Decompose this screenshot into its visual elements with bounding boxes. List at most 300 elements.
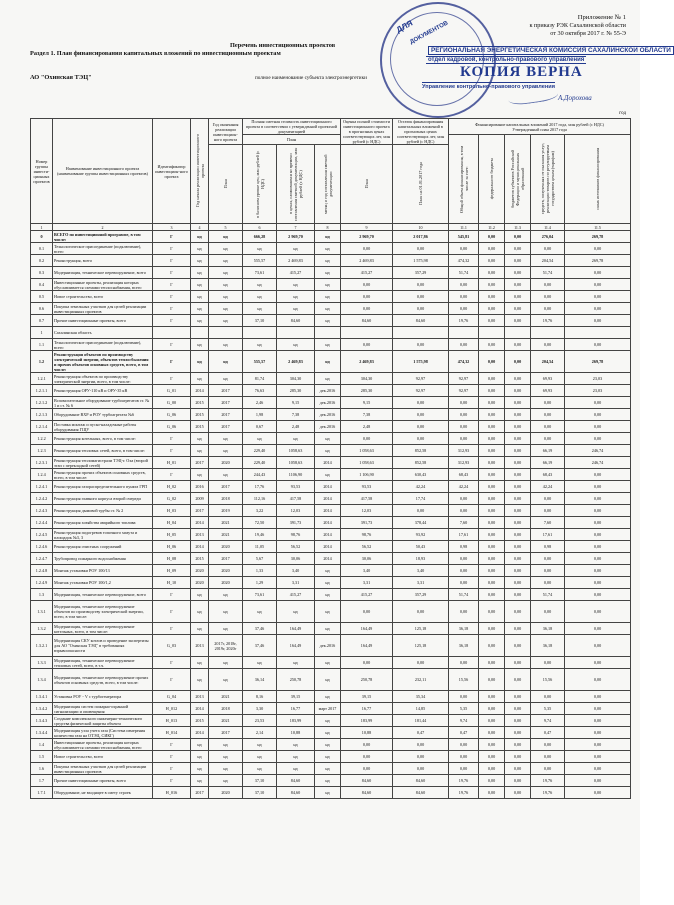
- row-tariff-funds: 0,00: [531, 553, 565, 565]
- row-remaining: 0,47: [393, 727, 449, 739]
- row-tariff-funds: 66,19: [531, 445, 565, 457]
- row-regional-budget: 0,00: [505, 601, 531, 623]
- row-base-cost: нд: [243, 657, 277, 669]
- table-row: [31, 339, 631, 351]
- row-end-year: 2020: [209, 577, 243, 589]
- row-remaining: 42,24: [393, 481, 449, 493]
- row-identifier: H_09: [153, 565, 191, 577]
- row-estimate-cost: 7,38: [277, 409, 315, 421]
- row-base-cost: нд: [243, 601, 277, 623]
- row-identifier: H_013: [153, 715, 191, 727]
- row-tariff-funds: 68,43: [531, 469, 565, 481]
- row-forecast-cost: 84,60: [341, 787, 393, 799]
- row-forecast-cost: 2 469,83: [341, 351, 393, 373]
- row-regional-budget: 0,00: [505, 421, 531, 433]
- table-row: [31, 457, 631, 469]
- row-total-financing: 0,47: [449, 727, 479, 739]
- row-estimate-date: нд: [315, 657, 341, 669]
- row-estimate-date: дек.2016: [315, 385, 341, 397]
- row-start-year: нд: [191, 279, 209, 291]
- row-remaining: 125,18: [393, 635, 449, 657]
- row-base-cost: 37,10: [243, 775, 277, 787]
- row-federal-budget: 0,00: [479, 635, 505, 657]
- row-regional-budget: 0,00: [505, 751, 531, 763]
- row-forecast-cost: 7,38: [341, 409, 393, 421]
- row-forecast-cost: 84,60: [341, 775, 393, 787]
- table-row: [31, 657, 631, 669]
- table-row: [31, 421, 631, 433]
- row-forecast-cost: 10,88: [341, 727, 393, 739]
- row-other-sources: 246,74: [565, 445, 631, 457]
- row-forecast-cost: 304,30: [341, 373, 393, 385]
- table-row: [31, 303, 631, 315]
- row-other-sources: 0,00: [565, 657, 631, 669]
- row-total-financing: 0,00: [449, 565, 479, 577]
- row-total-financing: 312,93: [449, 445, 479, 457]
- row-estimate-cost: 417,58: [277, 493, 315, 505]
- row-tariff-funds: 0,00: [531, 601, 565, 623]
- row-tariff-funds: 19,76: [531, 315, 565, 327]
- row-estimate-date: 2014: [315, 493, 341, 505]
- row-remaining: 18,93: [393, 553, 449, 565]
- row-regional-budget: 0,00: [505, 715, 531, 727]
- row-end-year: нд: [209, 657, 243, 669]
- row-total-financing: 7,60: [449, 517, 479, 529]
- row-base-cost: 1,29: [243, 577, 277, 589]
- col-header-6c: месяц и год составления сметной документации: [315, 145, 341, 224]
- table-row: [31, 703, 631, 715]
- row-estimate-cost: 164,49: [277, 623, 315, 635]
- row-base-cost: 229,40: [243, 457, 277, 469]
- row-number: 1.2.4: [31, 469, 53, 481]
- row-tariff-funds: 15,56: [531, 669, 565, 691]
- row-end-year: 2021: [209, 529, 243, 541]
- row-regional-budget: 0,00: [505, 703, 531, 715]
- row-estimate-cost: 250,78: [277, 669, 315, 691]
- row-base-cost: 1,33: [243, 565, 277, 577]
- table-row: [31, 385, 631, 397]
- table-row: [31, 433, 631, 445]
- row-tariff-funds: 0,00: [531, 657, 565, 669]
- row-start-year: 2014: [191, 727, 209, 739]
- row-federal-budget: 0,00: [479, 553, 505, 565]
- row-total-financing: 0,00: [449, 291, 479, 303]
- column-number: 11.5: [565, 224, 631, 231]
- row-federal-budget: 0,00: [479, 541, 505, 553]
- col-header-10-sub: План на 01.01.2017 года: [393, 145, 449, 224]
- row-tariff-funds: 0,00: [531, 421, 565, 433]
- row-name: Реконструкция подогревов топочного мазута и площадок №3, 3: [53, 529, 153, 541]
- row-forecast-cost: 415,27: [341, 589, 393, 601]
- row-other-sources: 0,00: [565, 601, 631, 623]
- row-end-year: нд: [209, 339, 243, 351]
- table-row: [31, 751, 631, 763]
- row-identifier: H_03: [153, 505, 191, 517]
- row-estimate-cost: нд: [277, 433, 315, 445]
- row-other-sources: 0,00: [565, 291, 631, 303]
- row-identifier: Г: [153, 243, 191, 255]
- row-other-sources: [565, 327, 631, 339]
- row-estimate-cost: 3,31: [277, 577, 315, 589]
- row-end-year: 2021: [209, 715, 243, 727]
- row-other-sources: 0,00: [565, 433, 631, 445]
- row-base-cost: 555,57: [243, 255, 277, 267]
- row-federal-budget: 0,00: [479, 751, 505, 763]
- table-row: [31, 231, 631, 243]
- row-identifier: H_05: [153, 529, 191, 541]
- row-forecast-cost: 12,03: [341, 505, 393, 517]
- row-total-financing: 0,00: [449, 397, 479, 409]
- row-base-cost: 2,46: [243, 397, 277, 409]
- row-remaining: 0,00: [393, 421, 449, 433]
- row-remaining: 0,00: [393, 433, 449, 445]
- row-total-financing: 0,00: [449, 421, 479, 433]
- row-total-financing: 0,00: [449, 303, 479, 315]
- table-row: [31, 243, 631, 255]
- row-total-financing: 0,00: [449, 657, 479, 669]
- row-base-cost: 666,28: [243, 231, 277, 243]
- row-remaining: 181,44: [393, 715, 449, 727]
- row-start-year: 2013: [191, 691, 209, 703]
- row-federal-budget: 0,00: [479, 623, 505, 635]
- row-identifier: H_016: [153, 787, 191, 799]
- row-end-year: 2019: [209, 505, 243, 517]
- row-start-year: 2014: [191, 541, 209, 553]
- row-identifier: Г: [153, 351, 191, 373]
- row-start-year: нд: [191, 589, 209, 601]
- row-forecast-cost: 0,00: [341, 601, 393, 623]
- row-base-cost: 8,16: [243, 691, 277, 703]
- table-row: [31, 529, 631, 541]
- row-number: 0.7: [31, 315, 53, 327]
- row-other-sources: 0,00: [565, 243, 631, 255]
- row-forecast-cost: 0,00: [341, 339, 393, 351]
- row-total-financing: 0,00: [449, 339, 479, 351]
- col-header-4: Год начала реализации инвестиционного проекта: [191, 119, 209, 224]
- organization-note: полное наименование субъекта электроэнергетики: [255, 75, 367, 81]
- table-row: [31, 727, 631, 739]
- row-other-sources: 0,00: [565, 409, 631, 421]
- row-forecast-cost: 3,31: [341, 577, 393, 589]
- row-start-year: нд: [191, 739, 209, 751]
- col-header-5-sub: План: [209, 145, 243, 224]
- row-name: Реконструкция очистных сооружений: [53, 541, 153, 553]
- row-end-year: нд: [209, 669, 243, 691]
- row-name: Модернизация, техническое перевооружение, всего: [53, 267, 153, 279]
- row-forecast-cost: 1 106,90: [341, 469, 393, 481]
- row-end-year: 2021: [209, 691, 243, 703]
- row-federal-budget: 0,00: [479, 291, 505, 303]
- row-remaining: 92,97: [393, 385, 449, 397]
- row-identifier: G_04: [153, 691, 191, 703]
- row-estimate-cost: 56,52: [277, 541, 315, 553]
- row-other-sources: 0,00: [565, 715, 631, 727]
- row-estimate-date: нд: [315, 589, 341, 601]
- row-tariff-funds: 0,00: [531, 577, 565, 589]
- row-remaining: 84,60: [393, 315, 449, 327]
- column-number: 4: [191, 224, 209, 231]
- row-name: Реконструкция прочих объектов основных средств, всего, в том числе:: [53, 469, 153, 481]
- row-base-cost: нд: [243, 291, 277, 303]
- row-regional-budget: 0,00: [505, 481, 531, 493]
- row-estimate-date: нд: [315, 623, 341, 635]
- table-row: [31, 517, 631, 529]
- row-remaining: 0,00: [393, 751, 449, 763]
- row-tariff-funds: 0,00: [531, 493, 565, 505]
- col-header-11-1: Общий объем финансирования, в том числе за счет:: [449, 135, 479, 224]
- row-total-financing: 0,00: [449, 601, 479, 623]
- row-base-cost: нд: [243, 739, 277, 751]
- row-identifier: Г: [153, 231, 191, 243]
- row-start-year: 2015: [191, 397, 209, 409]
- row-base-cost: 2,14: [243, 727, 277, 739]
- row-name: ВСЕГО по инвестиционной программе, в том числе:: [53, 231, 153, 243]
- row-name: Реконструкция главного корпуса второй очереди: [53, 493, 153, 505]
- row-other-sources: 0,00: [565, 763, 631, 775]
- row-forecast-cost: 164,49: [341, 623, 393, 635]
- row-forecast-cost: 0,00: [341, 279, 393, 291]
- row-total-financing: 0,00: [449, 691, 479, 703]
- row-number: 1.2.4.8: [31, 565, 53, 577]
- row-regional-budget: 0,00: [505, 267, 531, 279]
- row-number: 1.2.4.4: [31, 517, 53, 529]
- row-identifier: Г: [153, 589, 191, 601]
- row-total-financing: 0,00: [449, 553, 479, 565]
- row-remaining: 0,00: [393, 303, 449, 315]
- row-estimate-cost: 2 469,83: [277, 351, 315, 373]
- col-header-11-4: средств, полученных от оказания услуг, реализации товаров по регулируемым государством ценам (тарифам): [531, 135, 565, 224]
- row-other-sources: 0,00: [565, 339, 631, 351]
- row-other-sources: 0,00: [565, 751, 631, 763]
- row-base-cost: 3,22: [243, 505, 277, 517]
- row-total-financing: 68,43: [449, 469, 479, 481]
- row-regional-budget: 0,00: [505, 739, 531, 751]
- row-forecast-cost: 0,00: [341, 763, 393, 775]
- row-end-year: 2017: [209, 727, 243, 739]
- row-name: Инвестиционные проекты, реализация которых обуславливается схемами теплоснабжения, всего: [53, 739, 153, 751]
- row-base-cost: 37,46: [243, 623, 277, 635]
- row-tariff-funds: 69,93: [531, 385, 565, 397]
- row-base-cost: 0,67: [243, 421, 277, 433]
- col-header-6a: в базисном уровне цен, млн рублей (с НДС): [243, 145, 277, 224]
- column-number: 11.1: [449, 224, 479, 231]
- row-regional-budget: 0,00: [505, 589, 531, 601]
- row-estimate-date: дек.2016: [315, 409, 341, 421]
- row-other-sources: 0,00: [565, 303, 631, 315]
- row-estimate-cost: 39,15: [277, 691, 315, 703]
- row-forecast-cost: 93,53: [341, 481, 393, 493]
- row-base-cost: 37,10: [243, 787, 277, 799]
- row-total-financing: 0,00: [449, 409, 479, 421]
- row-number: 0: [31, 231, 53, 243]
- row-identifier: Г: [153, 267, 191, 279]
- row-base-cost: 76,63: [243, 385, 277, 397]
- row-estimate-date: нд: [315, 433, 341, 445]
- investment-table: [30, 118, 631, 799]
- table-row: [31, 469, 631, 481]
- row-forecast-cost: 0,00: [341, 303, 393, 315]
- row-name: Инвестиционные проекты, реализация которых обуславливается схемами теплоснабжения, всего: [53, 279, 153, 291]
- row-start-year: нд: [191, 373, 209, 385]
- row-number: 1.2.1.2: [31, 397, 53, 409]
- row-federal-budget: 0,00: [479, 397, 505, 409]
- row-tariff-funds: 204,54: [531, 255, 565, 267]
- row-name: Реконструкция хозяйства аварийного топлива: [53, 517, 153, 529]
- row-estimate-date: нд: [315, 291, 341, 303]
- row-end-year: нд: [209, 291, 243, 303]
- row-tariff-funds: 0,00: [531, 505, 565, 517]
- col-header-6b: в ценах, сложившихся ко времени составления сметной документации, млн рублей (с НДС): [277, 145, 315, 224]
- row-forecast-cost: 1 058,63: [341, 457, 393, 469]
- row-base-cost: [243, 327, 277, 339]
- row-end-year: нд: [209, 315, 243, 327]
- row-estimate-date: нд: [315, 669, 341, 691]
- row-end-year: 2020: [209, 457, 243, 469]
- row-total-financing: [449, 327, 479, 339]
- row-name: Реконструкция дымовой трубы ст. № 2: [53, 505, 153, 517]
- row-federal-budget: 0,00: [479, 669, 505, 691]
- row-federal-budget: 0,00: [479, 279, 505, 291]
- row-other-sources: 0,00: [565, 565, 631, 577]
- row-federal-budget: 0,00: [479, 315, 505, 327]
- row-remaining: 0,00: [393, 739, 449, 751]
- row-regional-budget: 0,00: [505, 529, 531, 541]
- row-total-financing: 0,00: [449, 751, 479, 763]
- row-end-year: 2020: [209, 541, 243, 553]
- row-end-year: 2017г, 2018г, 2019г, 2020г: [209, 635, 243, 657]
- row-estimate-date: [315, 327, 341, 339]
- row-regional-budget: 0,00: [505, 315, 531, 327]
- row-remaining: 3,40: [393, 565, 449, 577]
- table-row: [31, 351, 631, 373]
- row-name: Модернизация, техническое перевооружение объектов по производству электрической энергии, всего, в том числе:: [53, 601, 153, 623]
- row-tariff-funds: 0,00: [531, 243, 565, 255]
- row-name: Создание комплексного инженерно-технического средства физической защиты объекта: [53, 715, 153, 727]
- row-name: Модернизация, техническое перевооружение котельных, всего, в том числе:: [53, 623, 153, 635]
- row-remaining: 14,85: [393, 703, 449, 715]
- row-tariff-funds: 0,00: [531, 409, 565, 421]
- row-end-year: нд: [209, 373, 243, 385]
- row-forecast-cost: 9,15: [341, 397, 393, 409]
- row-start-year: нд: [191, 469, 209, 481]
- row-end-year: нд: [209, 433, 243, 445]
- row-identifier: H_012: [153, 703, 191, 715]
- row-total-financing: 15,56: [449, 669, 479, 691]
- row-federal-budget: 0,00: [479, 445, 505, 457]
- column-number-row: [31, 224, 631, 231]
- row-start-year: 2015: [191, 421, 209, 433]
- row-total-financing: 0,00: [449, 243, 479, 255]
- row-identifier: Г: [153, 669, 191, 691]
- row-remaining: 852,58: [393, 445, 449, 457]
- table-row: [31, 541, 631, 553]
- row-estimate-date: март 2017: [315, 703, 341, 715]
- row-forecast-cost: 16,77: [341, 703, 393, 715]
- row-federal-budget: 0,00: [479, 243, 505, 255]
- row-other-sources: 0,00: [565, 787, 631, 799]
- row-estimate-date: нд: [315, 243, 341, 255]
- row-remaining: 3,31: [393, 577, 449, 589]
- row-end-year: нд: [209, 739, 243, 751]
- row-estimate-cost: 415,27: [277, 267, 315, 279]
- row-identifier: H_06: [153, 541, 191, 553]
- appendix-date: от 30 октября 2017 г. № 55-Э: [550, 30, 626, 37]
- row-estimate-date: 2014: [315, 517, 341, 529]
- row-total-financing: 36,18: [449, 623, 479, 635]
- table-row: [31, 505, 631, 517]
- row-forecast-cost: 0,00: [341, 291, 393, 303]
- row-total-financing: 92,97: [449, 385, 479, 397]
- row-federal-budget: 0,00: [479, 763, 505, 775]
- row-start-year: 2009: [191, 493, 209, 505]
- row-base-cost: 1,98: [243, 409, 277, 421]
- row-forecast-cost: 56,52: [341, 541, 393, 553]
- column-number: 8: [315, 224, 341, 231]
- row-name: Реконструкция объектов по производству электрической энергии, объектов теплосбыжения и прочих объектов основных средств, всего, в том числе:: [53, 351, 153, 373]
- row-total-financing: 51,74: [449, 589, 479, 601]
- row-tariff-funds: 19,76: [531, 775, 565, 787]
- row-end-year: 2021: [209, 517, 243, 529]
- row-estimate-cost: нд: [277, 601, 315, 623]
- row-remaining: 0,00: [393, 763, 449, 775]
- row-name: Поставка монтаж и пуско-наладочные работы оборудования ГЩУ: [53, 421, 153, 433]
- col-header-9-sub: План: [341, 145, 393, 224]
- row-forecast-cost: 98,76: [341, 529, 393, 541]
- row-other-sources: 0,00: [565, 315, 631, 327]
- row-remaining: 630,43: [393, 469, 449, 481]
- row-regional-budget: 0,00: [505, 303, 531, 315]
- row-remaining: 0,00: [393, 657, 449, 669]
- row-name: Прочие инвестиционные проекты, всего: [53, 775, 153, 787]
- row-forecast-cost: 1 058,63: [341, 445, 393, 457]
- row-base-cost: нд: [243, 433, 277, 445]
- row-other-sources: 0,00: [565, 739, 631, 751]
- row-name: Реконструкция тепловых сетей, всего, в том числе:: [53, 445, 153, 457]
- row-federal-budget: 0,00: [479, 385, 505, 397]
- row-forecast-cost: 0,00: [341, 751, 393, 763]
- table-row: [31, 279, 631, 291]
- row-name: Сахалинская область: [53, 327, 153, 339]
- row-estimate-cost: нд: [277, 279, 315, 291]
- row-start-year: нд: [191, 433, 209, 445]
- row-federal-budget: 0,00: [479, 231, 505, 243]
- row-start-year: 2015: [191, 715, 209, 727]
- row-other-sources: 0,00: [565, 577, 631, 589]
- row-other-sources: 0,00: [565, 623, 631, 635]
- row-remaining: 378,44: [393, 517, 449, 529]
- row-other-sources: 269,78: [565, 351, 631, 373]
- column-number: 5: [209, 224, 243, 231]
- row-total-financing: 0,98: [449, 541, 479, 553]
- row-regional-budget: 0,00: [505, 339, 531, 351]
- row-regional-budget: 0,00: [505, 787, 531, 799]
- row-end-year: нд: [209, 267, 243, 279]
- table-row: [31, 553, 631, 565]
- row-regional-budget: 0,00: [505, 231, 531, 243]
- row-end-year: нд: [209, 775, 243, 787]
- row-regional-budget: 0,00: [505, 565, 531, 577]
- row-base-cost: нд: [243, 243, 277, 255]
- row-total-financing: 36,18: [449, 635, 479, 657]
- row-estimate-date: дек.2016: [315, 421, 341, 433]
- row-start-year: 2015: [191, 553, 209, 565]
- row-base-cost: 81,74: [243, 373, 277, 385]
- row-estimate-date: нд: [315, 751, 341, 763]
- row-total-financing: 474,32: [449, 255, 479, 267]
- row-regional-budget: 0,00: [505, 409, 531, 421]
- table-row: [31, 255, 631, 267]
- row-remaining: 50,43: [393, 541, 449, 553]
